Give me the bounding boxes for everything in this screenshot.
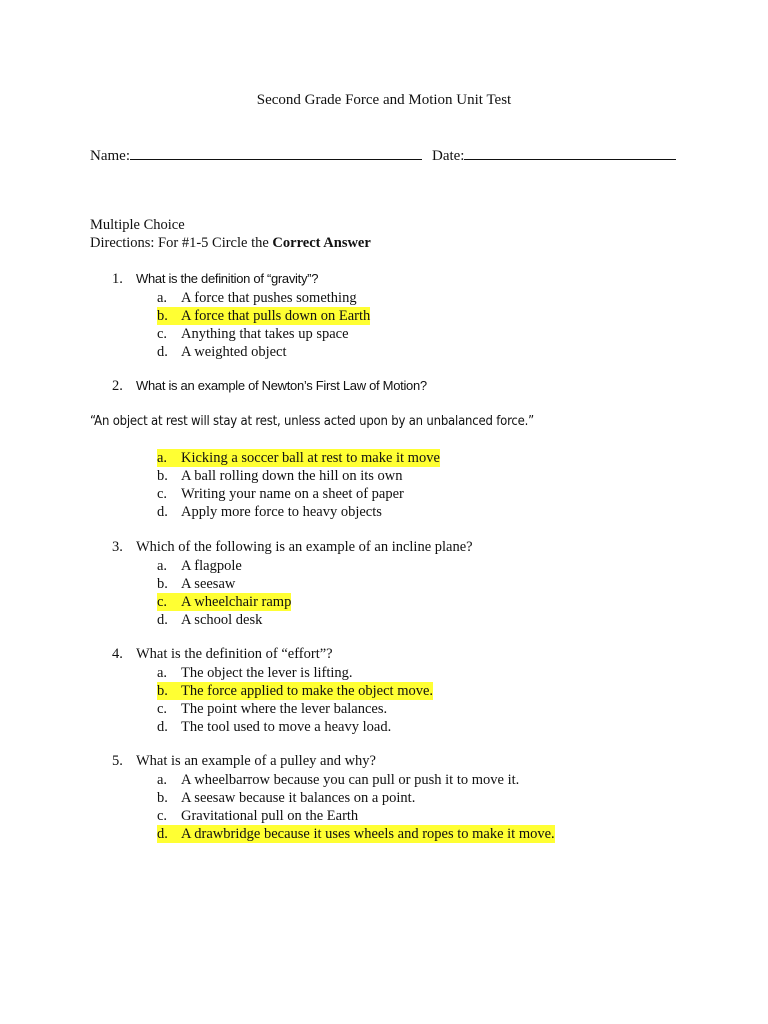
option-letter: b. <box>157 790 168 806</box>
option-letter: b. <box>157 468 168 484</box>
option-text: A seesaw <box>181 576 236 592</box>
option-text: A wheelchair ramp <box>181 594 292 610</box>
question-number: 4. <box>112 646 123 662</box>
option-text: A flagpole <box>181 558 242 574</box>
directions-bold: Correct Answer <box>272 235 371 251</box>
option-letter: a. <box>157 290 168 306</box>
directions-text: Directions: For #1-5 Circle the <box>90 235 273 251</box>
date-field[interactable] <box>464 145 676 160</box>
q5-option-c[interactable] <box>157 807 358 825</box>
question-number: 2. <box>112 378 123 394</box>
q2-option-c[interactable] <box>157 485 404 503</box>
q1-option-b[interactable] <box>157 307 370 325</box>
question-number: 5. <box>112 753 123 769</box>
option-text: Anything that takes up space <box>181 326 349 342</box>
question-text: What is the definition of “gravity”? <box>136 271 319 286</box>
q2-option-a[interactable] <box>157 449 440 467</box>
q4-option-a[interactable] <box>157 664 353 682</box>
option-text: The object the lever is lifting. <box>181 665 353 681</box>
option-letter: d. <box>157 826 168 842</box>
name-date-line <box>90 145 676 165</box>
option-text: The force applied to make the object move. <box>181 683 434 699</box>
option-letter: d. <box>157 719 168 735</box>
directions <box>90 235 371 252</box>
name-label: Name: <box>90 148 130 164</box>
q4-option-c[interactable] <box>157 700 387 718</box>
option-text: A ball rolling down the hill on its own <box>181 468 403 484</box>
option-text: Apply more force to heavy objects <box>181 504 382 520</box>
option-text: A force that pulls down on Earth <box>181 308 371 324</box>
question-text: What is an example of a pulley and why? <box>136 753 376 769</box>
option-text: Kicking a soccer ball at rest to make it move <box>181 450 440 466</box>
question-3 <box>112 539 473 556</box>
option-text: A seesaw because it balances on a point. <box>181 790 416 806</box>
option-letter: d. <box>157 344 168 360</box>
q3-option-a[interactable] <box>157 557 242 575</box>
q5-option-b[interactable] <box>157 789 415 807</box>
q4-option-b[interactable] <box>157 682 433 700</box>
question-text: Which of the following is an example of an incline plane? <box>136 539 473 555</box>
q1-option-c[interactable] <box>157 325 349 343</box>
q1-option-a[interactable] <box>157 289 357 307</box>
option-letter: c. <box>157 594 168 610</box>
q3-option-b[interactable] <box>157 575 235 593</box>
option-letter: b. <box>157 576 168 592</box>
q2-option-d[interactable] <box>157 503 382 521</box>
option-text: Gravitational pull on the Earth <box>181 808 359 824</box>
q3-option-c[interactable] <box>157 593 291 611</box>
option-letter: c. <box>157 326 168 342</box>
question-number: 3. <box>112 539 123 555</box>
option-text: The point where the lever balances. <box>181 701 388 717</box>
option-letter: a. <box>157 772 168 788</box>
option-text: A wheelbarrow because you can pull or push it to move it. <box>181 772 520 788</box>
question-4 <box>112 646 333 663</box>
name-field[interactable] <box>130 145 422 160</box>
section-title: Multiple Choice <box>90 217 185 233</box>
q5-option-a[interactable] <box>157 771 519 789</box>
q1-option-d[interactable] <box>157 343 287 361</box>
option-letter: d. <box>157 612 168 628</box>
question-text: What is the definition of “effort”? <box>136 646 333 662</box>
option-letter: c. <box>157 701 168 717</box>
question-5 <box>112 753 376 770</box>
question-1 <box>112 271 318 288</box>
option-text: Writing your name on a sheet of paper <box>181 486 404 502</box>
page-title: Second Grade Force and Motion Unit Test <box>256 92 512 108</box>
option-text: A force that pushes something <box>181 290 357 306</box>
date-label: Date: <box>431 148 465 164</box>
option-text: A school desk <box>181 612 263 628</box>
q2-option-b[interactable] <box>157 467 403 485</box>
option-letter: b. <box>157 683 168 699</box>
option-text: A drawbridge because it uses wheels and ropes to make it move. <box>181 826 555 842</box>
option-text: A weighted object <box>181 344 287 360</box>
option-letter: a. <box>157 450 168 466</box>
option-letter: b. <box>157 308 168 324</box>
newton-quote: “An object at rest will stay at rest, unless acted upon by an unbalanced force.” <box>90 414 534 429</box>
option-letter: c. <box>157 808 168 824</box>
q3-option-d[interactable] <box>157 611 262 629</box>
q5-option-d[interactable] <box>157 825 555 843</box>
question-text: What is an example of Newton’s First Law of Motion? <box>136 378 427 393</box>
option-letter: d. <box>157 504 168 520</box>
question-number: 1. <box>112 271 123 287</box>
question-2 <box>112 378 427 395</box>
q4-option-d[interactable] <box>157 718 391 736</box>
option-letter: a. <box>157 665 168 681</box>
option-letter: a. <box>157 558 168 574</box>
option-text: The tool used to move a heavy load. <box>181 719 392 735</box>
option-letter: c. <box>157 486 168 502</box>
